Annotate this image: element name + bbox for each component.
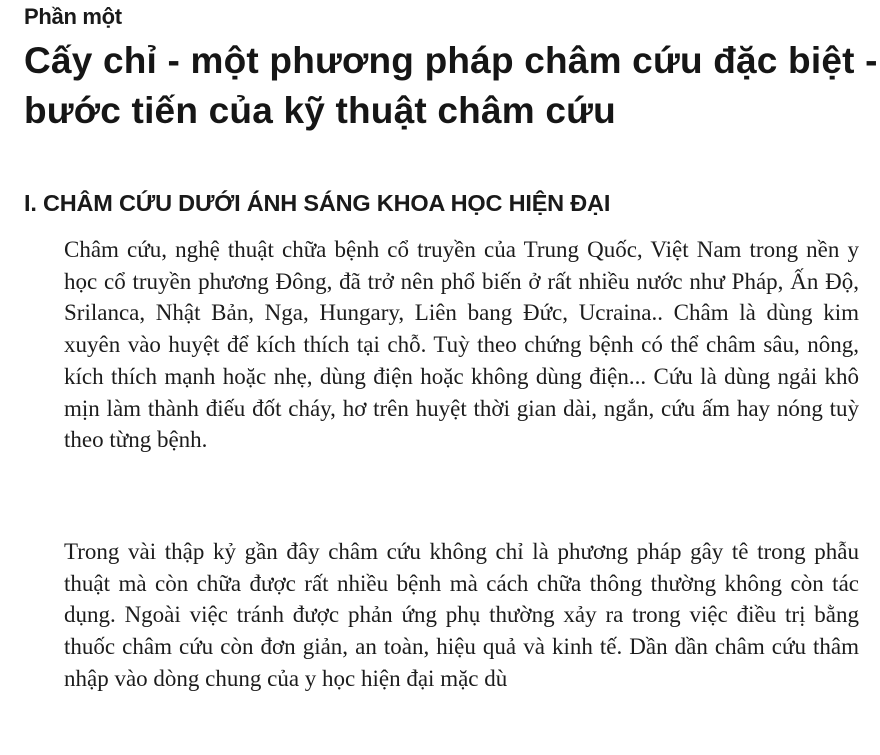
paragraph-1: Châm cứu, nghệ thuật chữa bệnh cổ truyền của Trung Quốc, Việt Nam trong nền y học cổ truyền phương Đông, đã trở nên phổ biến ở rất nhiều nước như Pháp, Ấn Độ, Srilanca, Nhật Bản, Nga, Hungary, Liên bang Đức, Ucraina.. Châm là dùng kim xuyên vào huyệt để kích thích tại chỗ. Tuỳ theo chứng bệnh có thể châm sâu, nông, kích thích mạnh hoặc nhẹ, dùng điện hoặc không dùng điện... Cứu là dùng ngải khô mịn làm thành điếu đốt cháy, hơ trên huyệt thời gian dài, ngắn, cứu ấm hay nóng tuỳ theo từng bệnh. [64, 237, 859, 453]
paragraph-2: Trong vài thập kỷ gần đây châm cứu không chỉ là phương pháp gây tê trong phẫu thuật mà còn chữa được rất nhiều bệnh mà cách chữa thông thường không còn tác dụng. Ngoài việc tránh được phản ứng phụ thường xảy ra trong việc điều trị bằng thuốc châm cứu còn đơn giản, an toàn, hiệu quả và kinh tế. Dần dần châm cứu thâm nhập vào dòng chung của y học hiện đại mặc dù [64, 539, 859, 691]
chapter-title-line-1: Cấy chỉ - một phương pháp châm cứu đặc biệt - [24, 40, 878, 81]
chapter-title [24, 36, 878, 136]
section-heading: I. CHÂM CỨU DƯỚI ÁNH SÁNG KHOA HỌC HIỆN ĐẠI [24, 190, 611, 216]
part-label: Phần một [24, 4, 122, 29]
chapter-title-line-2: bước tiến của kỹ thuật châm cứu [24, 90, 616, 131]
